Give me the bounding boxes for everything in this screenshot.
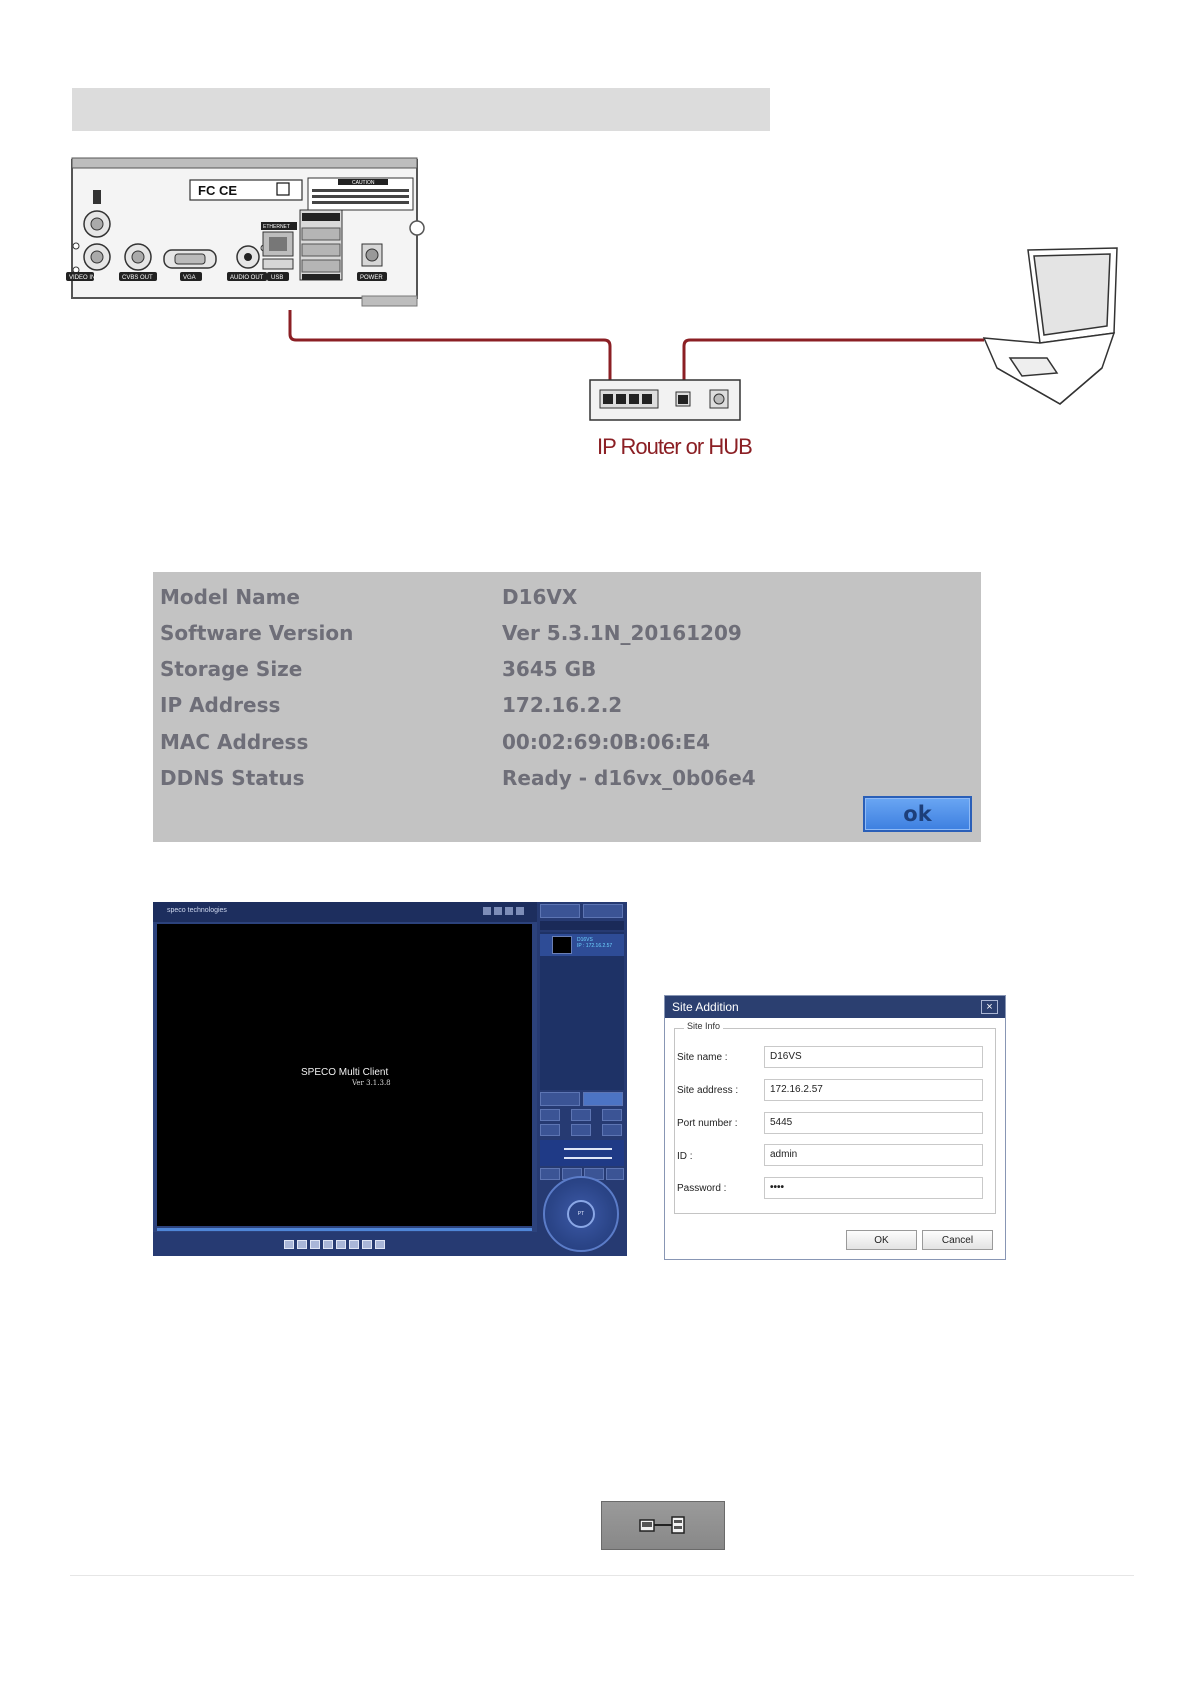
brightness-slider[interactable]: [564, 1148, 612, 1150]
sequence-icon[interactable]: [362, 1240, 372, 1249]
multi-client-window: [153, 902, 627, 1256]
connect-button[interactable]: [601, 1501, 725, 1550]
password-input[interactable]: ••••: [764, 1177, 983, 1199]
camera-4-icon[interactable]: [606, 1168, 624, 1180]
site-address-label: Site address :: [677, 1085, 739, 1096]
network-connect-icon: [602, 1502, 724, 1549]
dialog-title: Site Addition: [672, 1000, 739, 1014]
port-number-label: Port number :: [677, 1118, 738, 1129]
site-list-tab-icon[interactable]: [540, 904, 580, 918]
ddns-status-value: Ready - d16vx_0b06e4: [502, 766, 756, 790]
control-sidebar: [537, 902, 627, 1256]
footer-rule: [70, 1575, 1134, 1576]
pause-icon[interactable]: [540, 1124, 560, 1136]
cable-dvr-to-router: [290, 310, 610, 396]
slider-panel: [540, 1140, 624, 1166]
close-icon[interactable]: ×: [981, 1000, 998, 1014]
camera-1-icon[interactable]: [540, 1168, 560, 1180]
ip-address-label: IP Address: [160, 693, 281, 717]
layout-9-icon[interactable]: [310, 1240, 320, 1249]
speco-logo: speco technologies: [167, 907, 227, 914]
site-address-input[interactable]: 172.16.2.57: [764, 1079, 983, 1101]
layout-toolbar: [153, 1232, 537, 1256]
site-addition-dialog: [664, 995, 1006, 1260]
port-number-input[interactable]: 5445: [764, 1112, 983, 1134]
window-minimize-icon[interactable]: [494, 907, 502, 915]
ip-address-value: 172.16.2.2: [502, 693, 623, 717]
tree-toolbar: [540, 921, 624, 930]
dialog-titlebar: [665, 996, 1005, 1018]
port-label-power: POWER: [360, 275, 383, 281]
port-label-vga: VGA: [183, 275, 196, 281]
system-information-panel: [153, 572, 981, 842]
port-label-usb: USB: [271, 275, 284, 281]
model-name-value: D16VX: [502, 585, 578, 609]
video-progress-bar: [157, 1228, 532, 1231]
port-label-cvbs-out: CVBS OUT: [122, 275, 153, 281]
multi-client-titlebar: [153, 902, 537, 922]
software-version-label: Software Version: [160, 621, 354, 645]
splash-version: Ver 3.1.3.8: [352, 1079, 391, 1087]
storage-size-value: 3645 GB: [502, 657, 597, 681]
dialog-ok-button[interactable]: OK: [846, 1230, 917, 1250]
play-icon[interactable]: [571, 1109, 591, 1121]
dialog-cancel-button[interactable]: Cancel: [922, 1230, 993, 1250]
site-name-label: Site name :: [677, 1052, 728, 1063]
ptz-control-wheel[interactable]: [543, 1176, 619, 1252]
software-version-value: Ver 5.3.1N_20161209: [502, 621, 742, 645]
window-close-icon[interactable]: [516, 907, 524, 915]
port-label-video-in: VIDEO IN: [69, 275, 96, 281]
mac-address-label: MAC Address: [160, 730, 309, 754]
stop-icon[interactable]: [571, 1124, 591, 1136]
site-thumbnail: [552, 936, 572, 954]
fullscreen-icon[interactable]: [349, 1240, 359, 1249]
network-connection-diagram: [69, 158, 1132, 478]
ok-button[interactable]: ok: [863, 796, 972, 832]
ethernet-label: ETHERNET: [263, 224, 290, 230]
site-entry[interactable]: [540, 934, 624, 956]
password-label: Password :: [677, 1183, 727, 1194]
port-label-audio-out: AUDIO OUT: [230, 275, 264, 281]
router-label: IP Router or HUB: [597, 434, 752, 459]
site-entry-name: D16VS: [577, 937, 593, 943]
disconnect-tab-icon[interactable]: [583, 1092, 623, 1106]
router-icon: [590, 380, 740, 420]
site-name-input[interactable]: D16VS: [764, 1046, 983, 1068]
caution-label: CAUTION: [352, 180, 375, 186]
mac-address-value: 00:02:69:0B:06:E4: [502, 730, 711, 754]
layout-custom-icon[interactable]: [336, 1240, 346, 1249]
section-header-bar: [72, 88, 770, 131]
contrast-slider[interactable]: [564, 1157, 612, 1159]
dvr-rear-panel: [66, 158, 424, 306]
forward-icon[interactable]: [602, 1109, 622, 1121]
site-entry-ip: IP : 172.16.2.57: [577, 943, 613, 949]
splash-title: SPECO Multi Client: [301, 1067, 389, 1078]
laptop-icon: [984, 248, 1117, 404]
rewind-icon[interactable]: [540, 1109, 560, 1121]
window-settings-icon[interactable]: [483, 907, 491, 915]
ddns-status-label: DDNS Status: [160, 766, 305, 790]
video-display-area[interactable]: [157, 924, 532, 1226]
id-label: ID :: [677, 1151, 693, 1162]
volume-icon[interactable]: [602, 1124, 622, 1136]
layout-1-icon[interactable]: [284, 1240, 294, 1249]
id-input[interactable]: admin: [764, 1144, 983, 1166]
connect-tab-icon[interactable]: [540, 1092, 580, 1106]
search-tab-icon[interactable]: [583, 904, 623, 918]
layout-16-icon[interactable]: [323, 1240, 333, 1249]
site-info-group-label: Site Info: [684, 1021, 723, 1031]
ptz-center-button[interactable]: PT: [567, 1200, 595, 1228]
capture-icon[interactable]: [375, 1240, 385, 1249]
site-entry-text: [577, 937, 612, 949]
window-maximize-icon[interactable]: [505, 907, 513, 915]
cert-marks: FC CE: [198, 183, 237, 198]
layout-4-icon[interactable]: [297, 1240, 307, 1249]
storage-size-label: Storage Size: [160, 657, 303, 681]
model-name-label: Model Name: [160, 585, 300, 609]
